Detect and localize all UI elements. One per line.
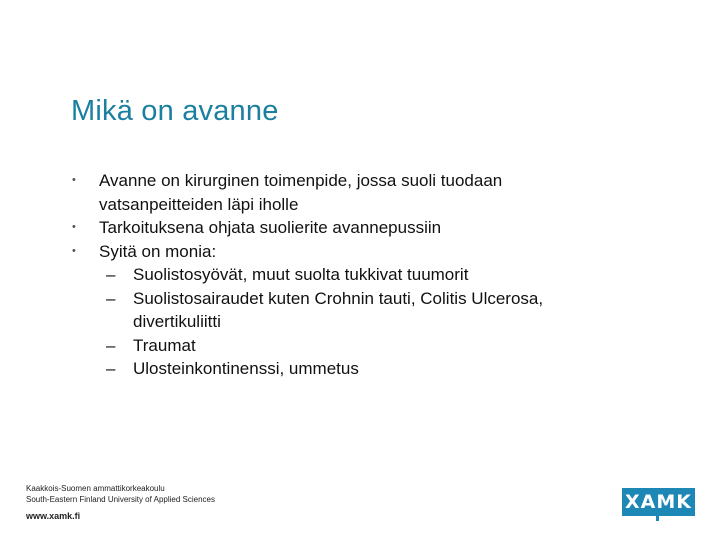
logo-text: XAMK	[625, 491, 692, 513]
sub-bullet-item	[0, 357, 583, 381]
sub-bullet-text: Ulosteinkontinenssi, ummetus	[133, 359, 359, 378]
xamk-logo	[622, 488, 695, 516]
bullet-item	[0, 240, 579, 264]
footer	[26, 483, 215, 522]
footer-url-link[interactable]: www.xamk.fi	[26, 511, 81, 521]
sub-bullet-mark: –	[106, 288, 116, 308]
footer-school-en: South-Eastern Finland University of Applied Sciences	[26, 495, 215, 504]
bullet-item	[0, 169, 579, 216]
bullet-text: Syitä on monia:	[99, 241, 217, 261]
sub-bullet-mark: –	[106, 265, 116, 284]
bullet-list	[0, 169, 720, 381]
sub-bullet-text: Traumat	[133, 335, 196, 355]
sub-bullet-mark: –	[106, 335, 116, 355]
sub-bullet-item	[0, 334, 583, 358]
footer-school-fi: Kaakkois-Suomen ammattikorkeakoulu	[26, 484, 165, 493]
sub-bullet-mark: –	[106, 359, 116, 378]
bullet-text: Tarkoituksena ohjata suolierite avannepussiin	[99, 218, 442, 237]
sub-bullet-text: Suolistosairaudet kuten Crohnin tauti, Colitis Ulcerosa, divertikuliitti	[133, 288, 544, 331]
bullet-mark: •	[72, 244, 76, 257]
bullet-mark: •	[72, 221, 76, 233]
bullet-item	[0, 216, 579, 240]
sub-bullet-item	[0, 287, 583, 334]
sub-bullet-text: Suolistosyövät, muut suolta tukkivat tuumorit	[133, 265, 469, 284]
logo-accent	[656, 516, 659, 521]
sub-bullet-item	[0, 263, 583, 287]
slide-title: Mikä on avanne	[71, 95, 279, 127]
bullet-mark: •	[72, 174, 76, 186]
bullet-text: Avanne on kirurginen toimenpide, jossa suoli tuodaan vatsanpeitteiden läpi iholle	[99, 171, 503, 214]
